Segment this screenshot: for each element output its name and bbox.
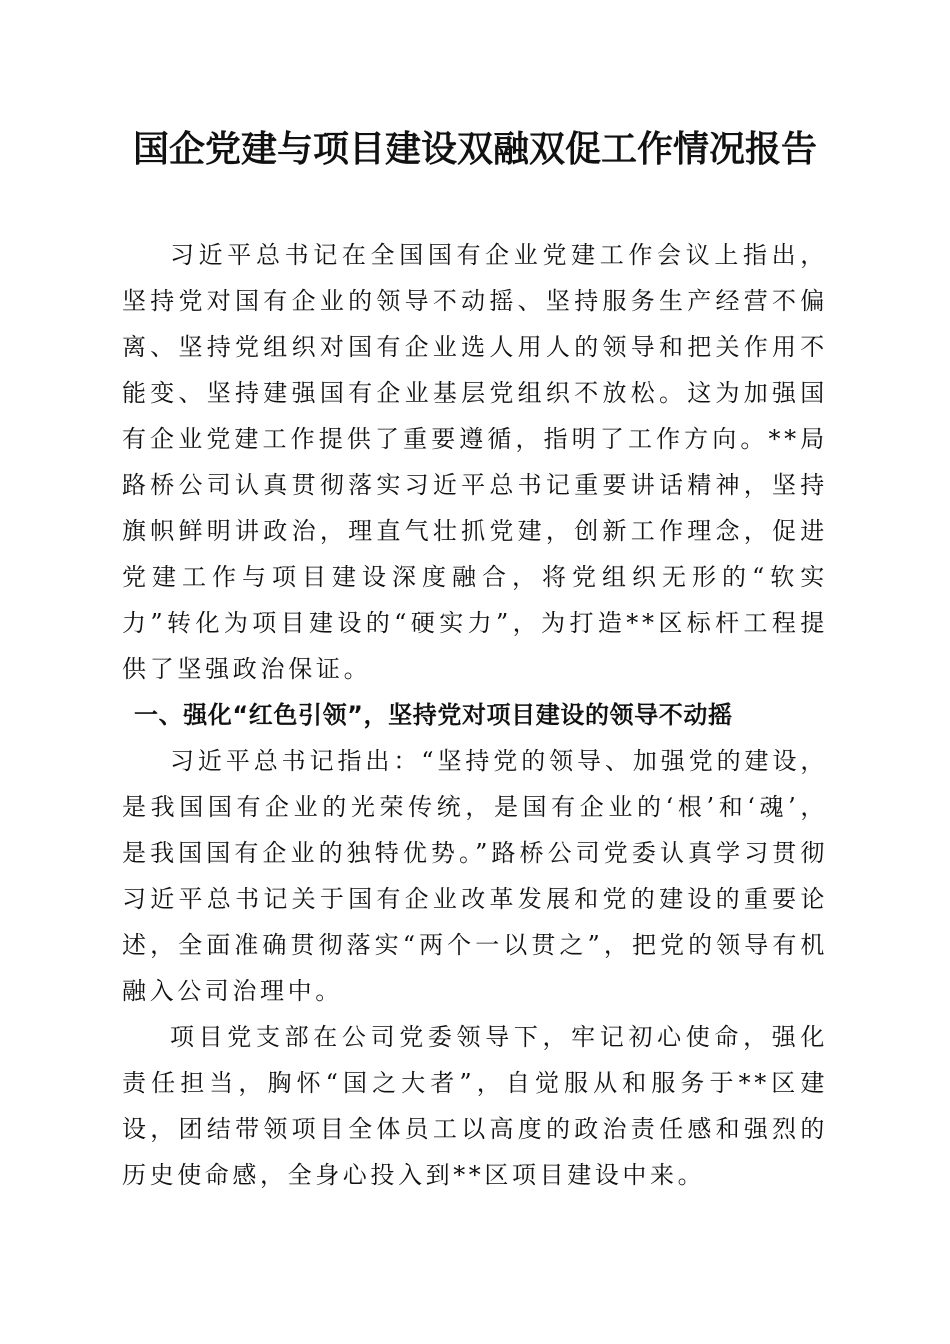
document-title: 国企党建与项目建设双融双促工作情况报告: [132, 128, 817, 170]
body-paragraph-intro: 习近平总书记在全国国有企业党建工作会议上指出，坚持党对国有企业的领导不动摇、坚持服务生产经营不偏离、坚持党组织对国有企业选人用人的领导和把关作用不能变、坚持建强国有企业基层党组织不放松。这为加强国有企业党建工作提供了重要遵循，指明了工作方向。**局路桥公司认真贯彻落实习近平总书记重要讲话精神，坚持旗帜鲜明讲政治，理直气壮抓党建，创新工作理念，促进党建工作与项目建设深度融合，将党组织无形的“软实力”转化为项目建设的“硬实力”，为打造**区标杆工程提供了坚强政治保证。: [122, 241, 828, 683]
document-body: [122, 232, 828, 1198]
body-paragraph-project-branch: 项目党支部在公司党委领导下，牢记初心使命，强化责任担当，胸怀“国之大者”，自觉服从和服务于**区建设，团结带领项目全体员工以高度的政治责任感和强烈的历史使命感，全身心投入到**区项目建设中来。: [122, 1023, 828, 1189]
section-heading-1: 一、强化“红色引领”，坚持党对项目建设的领导不动摇: [134, 701, 733, 729]
body-paragraph-party-leadership: 习近平总书记指出：“坚持党的领导、加强党的建设，是我国国有企业的光荣传统，是国有企业的‘根’和‘魂’，是我国国有企业的独特优势。”路桥公司党委认真学习贯彻习近平总书记关于国有企业改革发展和党的建设的重要论述，全面准确贯彻落实“两个一以贯之”，把党的领导有机融入公司治理中。: [122, 747, 828, 1005]
